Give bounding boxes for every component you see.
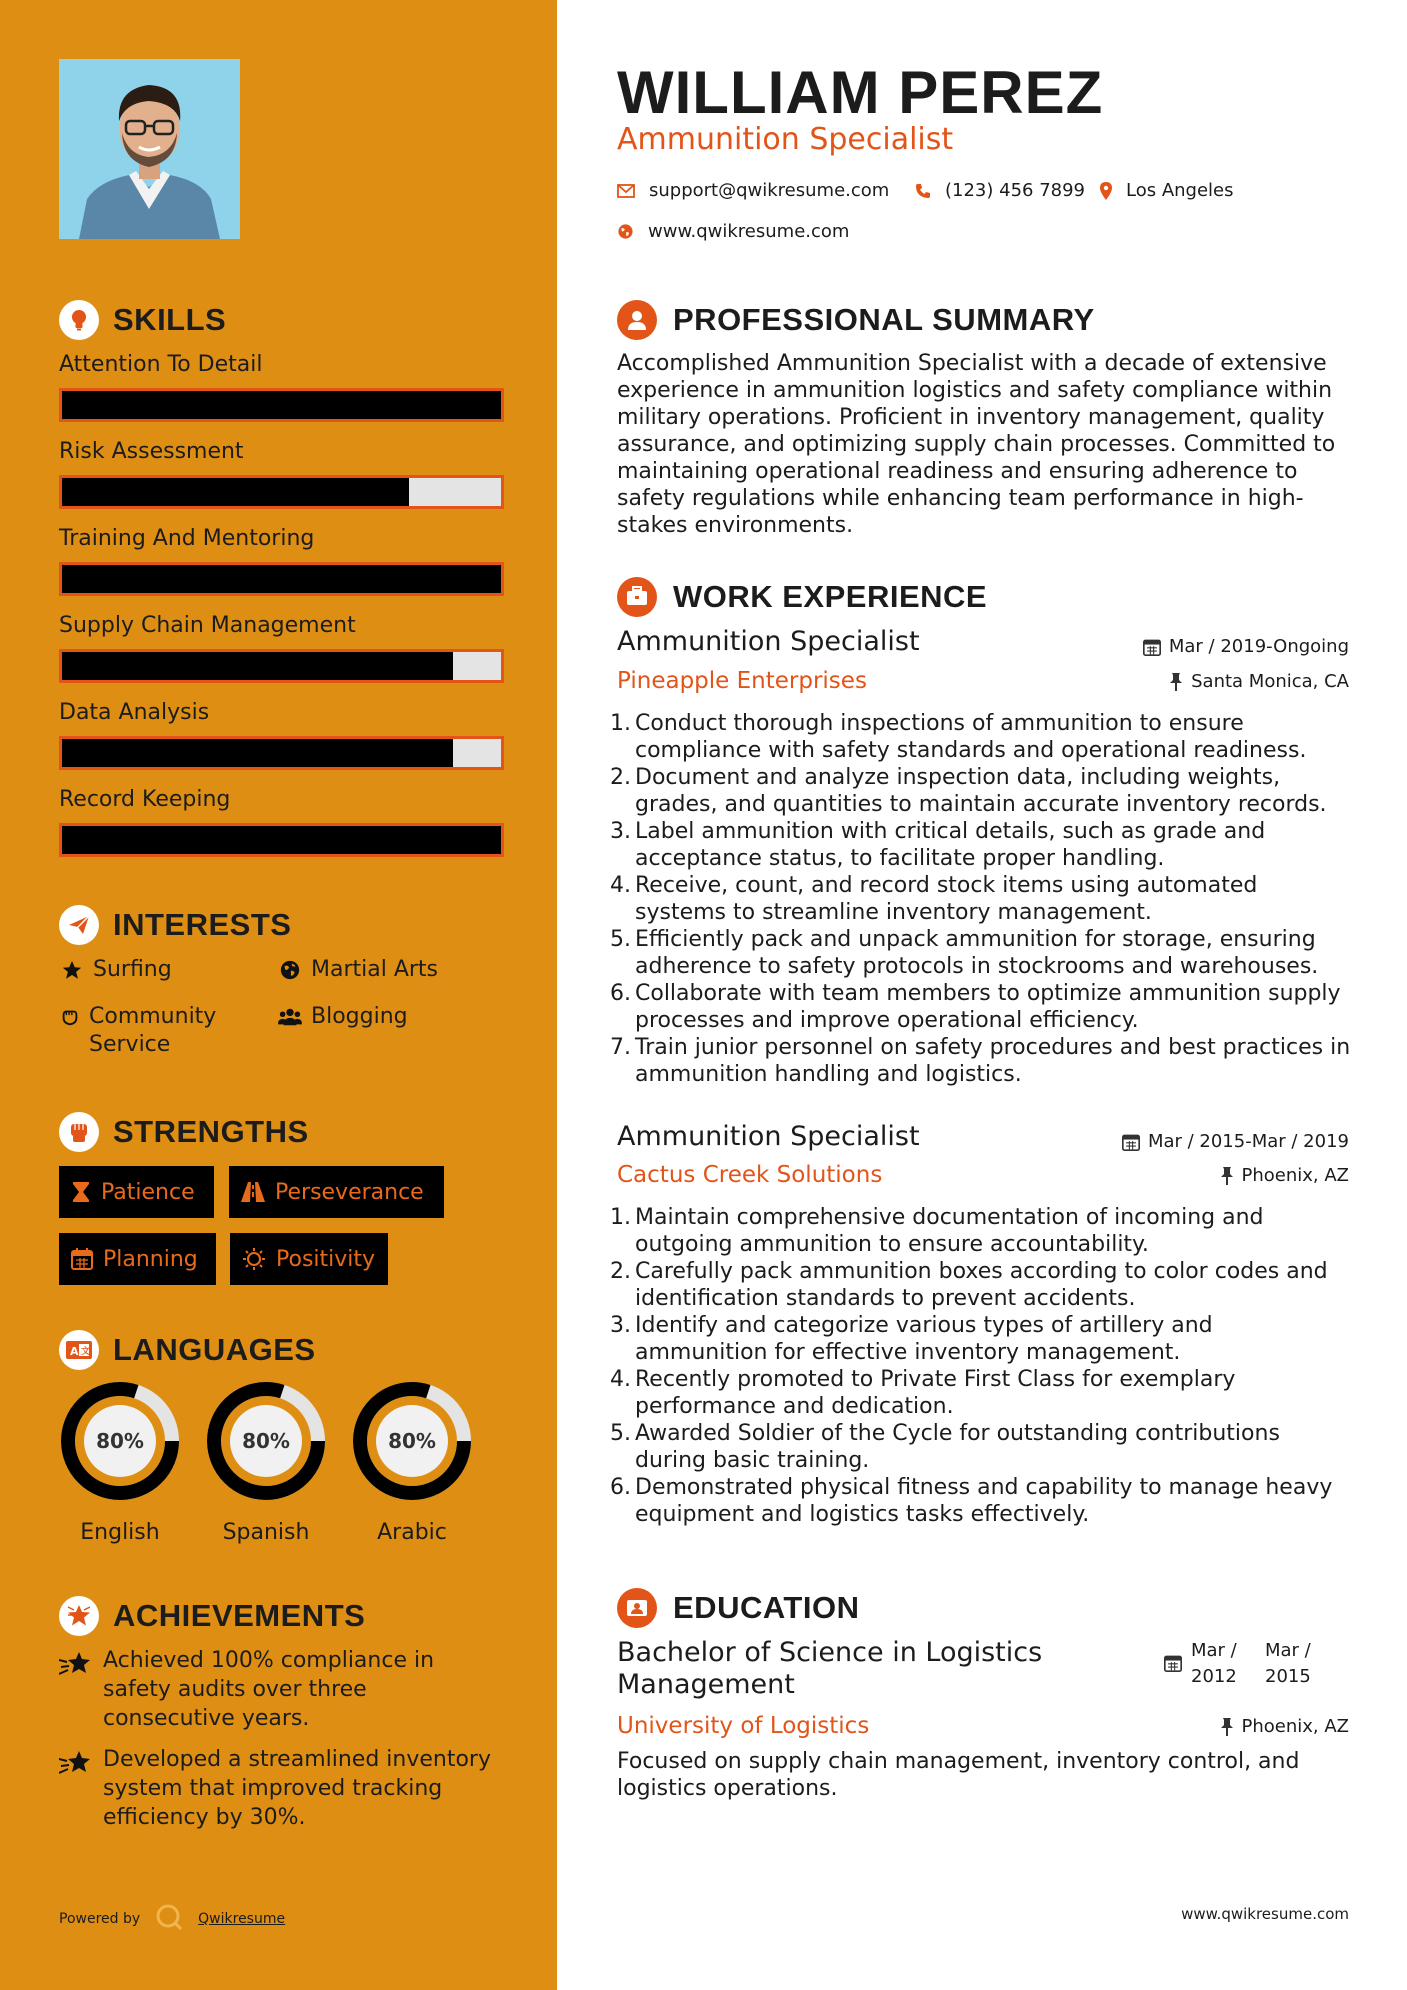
interest-item — [59, 1003, 249, 1059]
globe-icon — [277, 956, 303, 981]
strength-label: Patience — [101, 1179, 195, 1205]
star-icon — [59, 956, 85, 981]
education-end-line1: Mar / — [1265, 1640, 1311, 1661]
pushpin-icon — [1169, 673, 1183, 691]
duty-text: Efficiently pack and unpack ammunition for storage, ensuring adherence to safety protocols in stockrooms and warehouses. — [635, 927, 1319, 979]
phone-text[interactable]: (123) 456 7899 — [945, 180, 1086, 201]
hand-icon — [59, 1003, 81, 1028]
language-item — [59, 1380, 181, 1545]
languages-title: LANGUAGES — [113, 1332, 316, 1367]
interest-item — [277, 956, 438, 984]
strength-badge — [59, 1233, 216, 1285]
education-header — [617, 1586, 859, 1630]
education-school: University of Logistics — [617, 1713, 870, 1739]
skill-name: Training And Mentoring — [59, 526, 315, 551]
skill-bar-fill — [62, 391, 501, 419]
lightbulb-icon — [59, 300, 99, 340]
duty-number: 1. — [610, 711, 631, 736]
education-description: Focused on supply chain management, inventory control, and logistics operations. — [617, 1749, 1300, 1801]
language-ring — [351, 1380, 473, 1502]
duty-number: 7. — [610, 1035, 631, 1060]
skill-bar — [59, 823, 504, 857]
interest-item — [59, 956, 172, 984]
duty-item — [610, 1420, 1352, 1474]
interests-header — [59, 903, 291, 947]
skill-bar — [59, 736, 504, 770]
duty-number: 3. — [610, 819, 631, 844]
education-end-date — [1265, 1638, 1311, 1690]
skill-bar — [59, 388, 504, 422]
language-item — [205, 1380, 327, 1545]
sun-icon — [242, 1247, 266, 1271]
job-role: Ammunition Specialist — [617, 1121, 920, 1152]
powered-by-label: Powered by — [59, 1911, 141, 1927]
language-name: Spanish — [222, 1520, 310, 1545]
skill-bar-fill — [62, 652, 453, 680]
education-degree: Bachelor of Science in Logistics Management — [617, 1637, 1043, 1700]
pushpin-icon — [1220, 1167, 1234, 1185]
skill-name: Supply Chain Management — [59, 613, 356, 638]
website-text[interactable]: www.qwikresume.com — [648, 221, 850, 242]
language-percent: 80% — [96, 1429, 144, 1453]
phone-icon — [915, 183, 931, 199]
interest-label: Community Service — [89, 1004, 217, 1057]
education-start-line1: Mar / — [1191, 1640, 1237, 1661]
skill-bar-fill — [62, 739, 453, 767]
duty-item — [610, 1258, 1352, 1312]
skill-bar — [59, 562, 504, 596]
skill-item — [59, 700, 504, 770]
job-location-text: Santa Monica, CA — [1191, 671, 1349, 692]
duty-text: Recently promoted to Private First Class for exemplary performance and dedication. — [635, 1367, 1236, 1419]
job-duties — [610, 710, 1352, 1088]
education-title: EDUCATION — [673, 1590, 860, 1625]
education-end-line2: 2015 — [1265, 1666, 1311, 1687]
email-text[interactable]: support@qwikresume.com — [649, 180, 890, 201]
strength-badge — [229, 1166, 444, 1218]
paper-plane-icon — [59, 905, 99, 945]
strength-badge — [59, 1166, 214, 1218]
skill-bar-fill — [62, 826, 501, 854]
achievements-title: ACHIEVEMENTS — [113, 1598, 366, 1633]
duty-number: 3. — [610, 1313, 631, 1338]
duty-text: Document and analyze inspection data, including weights, grades, and quantities to maintain accurate inventory records. — [635, 765, 1327, 817]
job-location — [1220, 1165, 1350, 1186]
summary-header — [617, 298, 1095, 342]
achievement-text: Achieved 100% compliance in safety audits over three consecutive years. — [103, 1648, 435, 1731]
skill-name: Risk Assessment — [59, 439, 244, 464]
profile-photo — [59, 59, 240, 239]
qwikresume-link[interactable]: Qwikresume — [198, 1911, 286, 1927]
achievements-header — [59, 1594, 365, 1638]
skill-bar-fill — [62, 565, 501, 593]
education-location — [1220, 1716, 1350, 1737]
job-location-text: Phoenix, AZ — [1241, 1165, 1349, 1186]
calendar-icon — [71, 1248, 93, 1270]
duty-text: Awarded Soldier of the Cycle for outstanding contributions during basic training. — [635, 1421, 1280, 1473]
achievement-text: Developed a streamlined inventory system that improved tracking efficiency by 30%. — [103, 1747, 491, 1830]
calendar-icon — [1122, 1133, 1140, 1151]
achievement-item — [59, 1745, 504, 1832]
job-dates-text: Mar / 2019-Ongoing — [1168, 636, 1349, 657]
duty-item — [610, 980, 1352, 1034]
skill-bar — [59, 475, 504, 509]
duty-item — [610, 764, 1352, 818]
duty-number: 6. — [610, 981, 631, 1006]
strengths-header — [59, 1110, 309, 1154]
job-dates — [1143, 636, 1349, 657]
interest-label: Martial Arts — [311, 957, 439, 982]
graduate-icon — [617, 1588, 657, 1628]
duty-text: Demonstrated physical fitness and capability to manage heavy equipment and logistics tasks effectively. — [635, 1475, 1333, 1527]
duty-number: 2. — [610, 1259, 631, 1284]
skill-bar — [59, 649, 504, 683]
users-icon — [277, 1003, 303, 1028]
skills-title: SKILLS — [113, 302, 227, 337]
fist-icon — [59, 1112, 99, 1152]
shooting-star-icon — [59, 1745, 91, 1781]
duty-text: Train junior personnel on safety procedures and best practices in ammunition handling and logistics. — [635, 1035, 1351, 1087]
skill-bar-fill — [62, 478, 409, 506]
summary-text: Accomplished Ammunition Specialist with a decade of extensive experience in ammunition logistics and safety compliance within military operations. Proficient in inventory management, quality assurance, and optimizing supply chain processes. Committed to maintaining operational readiness and ensuring adherence to safety regulations while enhancing team performance in high-stakes environments. — [617, 351, 1336, 538]
job-location — [1169, 671, 1349, 692]
shooting-star-icon — [59, 1646, 91, 1682]
duty-number: 4. — [610, 873, 631, 898]
duty-number: 2. — [610, 765, 631, 790]
candidate-title: Ammunition Specialist — [617, 122, 954, 157]
language-item — [351, 1380, 473, 1545]
education-location-text: Phoenix, AZ — [1241, 1716, 1349, 1737]
duty-item — [610, 818, 1352, 872]
contact-website — [617, 221, 849, 242]
strengths-title: STRENGTHS — [113, 1114, 309, 1149]
skill-item — [59, 787, 504, 857]
job-dates — [1122, 1131, 1349, 1152]
strength-label: Positivity — [276, 1246, 376, 1272]
duty-text: Identify and categorize various types of artillery and ammunition for effective inventory management. — [635, 1313, 1213, 1365]
powered-by — [59, 1902, 285, 1936]
language-percent: 80% — [242, 1429, 290, 1453]
job-company: Cactus Creek Solutions — [617, 1162, 883, 1188]
svg-text:文: 文 — [81, 1347, 91, 1357]
calendar-icon — [1164, 1654, 1182, 1672]
job-company: Pineapple Enterprises — [617, 668, 867, 694]
contact-location — [1100, 180, 1234, 201]
skill-item — [59, 613, 504, 683]
qwikresume-logo-icon — [154, 1902, 184, 1936]
duty-item — [610, 926, 1352, 980]
hourglass-icon — [71, 1181, 91, 1203]
duty-number: 5. — [610, 1421, 631, 1446]
summary-title: PROFESSIONAL SUMMARY — [673, 302, 1095, 337]
skill-item — [59, 526, 504, 596]
skills-header — [59, 298, 226, 342]
footer-website[interactable]: www.qwikresume.com — [1181, 1905, 1349, 1923]
globe-icon — [617, 223, 634, 240]
job-role: Ammunition Specialist — [617, 626, 920, 657]
strength-label: Planning — [103, 1246, 198, 1272]
job-duties — [610, 1204, 1352, 1528]
location-text: Los Angeles — [1126, 180, 1234, 201]
education-start-line2: 2012 — [1191, 1666, 1237, 1687]
education-start-date — [1191, 1638, 1237, 1690]
duty-item — [610, 1204, 1352, 1258]
duty-number: 4. — [610, 1367, 631, 1392]
strength-badge — [230, 1233, 388, 1285]
strength-label: Perseverance — [275, 1179, 424, 1205]
duty-number: 5. — [610, 927, 631, 952]
interests-title: INTERESTS — [113, 907, 292, 942]
duty-number: 6. — [610, 1475, 631, 1500]
job-dates-text: Mar / 2015-Mar / 2019 — [1147, 1131, 1349, 1152]
skill-name: Attention To Detail — [59, 352, 263, 377]
candidate-name: WILLIAM PEREZ — [617, 59, 1104, 126]
duty-text: Collaborate with team members to optimize ammunition supply processes and improve operational efficiency. — [635, 981, 1341, 1033]
duty-text: Conduct thorough inspections of ammunition to ensure compliance with safety standards and operational readiness. — [635, 711, 1307, 763]
language-percent: 80% — [388, 1429, 436, 1453]
briefcase-icon — [617, 577, 657, 617]
road-icon — [241, 1182, 265, 1202]
duty-text: Maintain comprehensive documentation of incoming and outgoing ammunition to ensure accountability. — [635, 1205, 1264, 1257]
skill-name: Data Analysis — [59, 700, 210, 725]
interest-item — [277, 1003, 408, 1031]
experience-header — [617, 575, 987, 619]
award-icon — [59, 1596, 99, 1636]
user-icon — [617, 300, 657, 340]
languages-header — [59, 1328, 316, 1372]
map-pin-icon — [1100, 182, 1112, 200]
envelope-icon — [617, 184, 635, 198]
achievement-item — [59, 1646, 504, 1733]
duty-item — [610, 872, 1352, 926]
language-name: Arabic — [377, 1520, 447, 1545]
language-name: English — [80, 1520, 160, 1545]
language-ring — [59, 1380, 181, 1502]
contact-email — [617, 180, 889, 201]
contact-phone — [915, 180, 1085, 201]
duty-item — [610, 1474, 1352, 1528]
language-ring — [205, 1380, 327, 1502]
duty-item — [610, 710, 1352, 764]
interest-label: Blogging — [311, 1004, 408, 1029]
duty-item — [610, 1312, 1352, 1366]
skill-item — [59, 352, 504, 422]
duty-item — [610, 1034, 1352, 1088]
interest-label: Surfing — [93, 957, 172, 982]
duty-text: Carefully pack ammunition boxes according to color codes and identification standards to prevent accidents. — [635, 1259, 1328, 1311]
duty-number: 1. — [610, 1205, 631, 1230]
skill-name: Record Keeping — [59, 787, 231, 812]
skill-item — [59, 439, 504, 509]
duty-item — [610, 1366, 1352, 1420]
experience-title: WORK EXPERIENCE — [673, 579, 988, 614]
calendar-icon — [1143, 638, 1161, 656]
translate-icon — [59, 1330, 99, 1370]
svg-text:A: A — [70, 1345, 79, 1358]
duty-text: Label ammunition with critical details, such as grade and acceptance status, to facilitate proper handling. — [635, 819, 1266, 871]
duty-text: Receive, count, and record stock items using automated systems to streamline inventory management. — [635, 873, 1258, 925]
pushpin-icon — [1220, 1718, 1234, 1736]
